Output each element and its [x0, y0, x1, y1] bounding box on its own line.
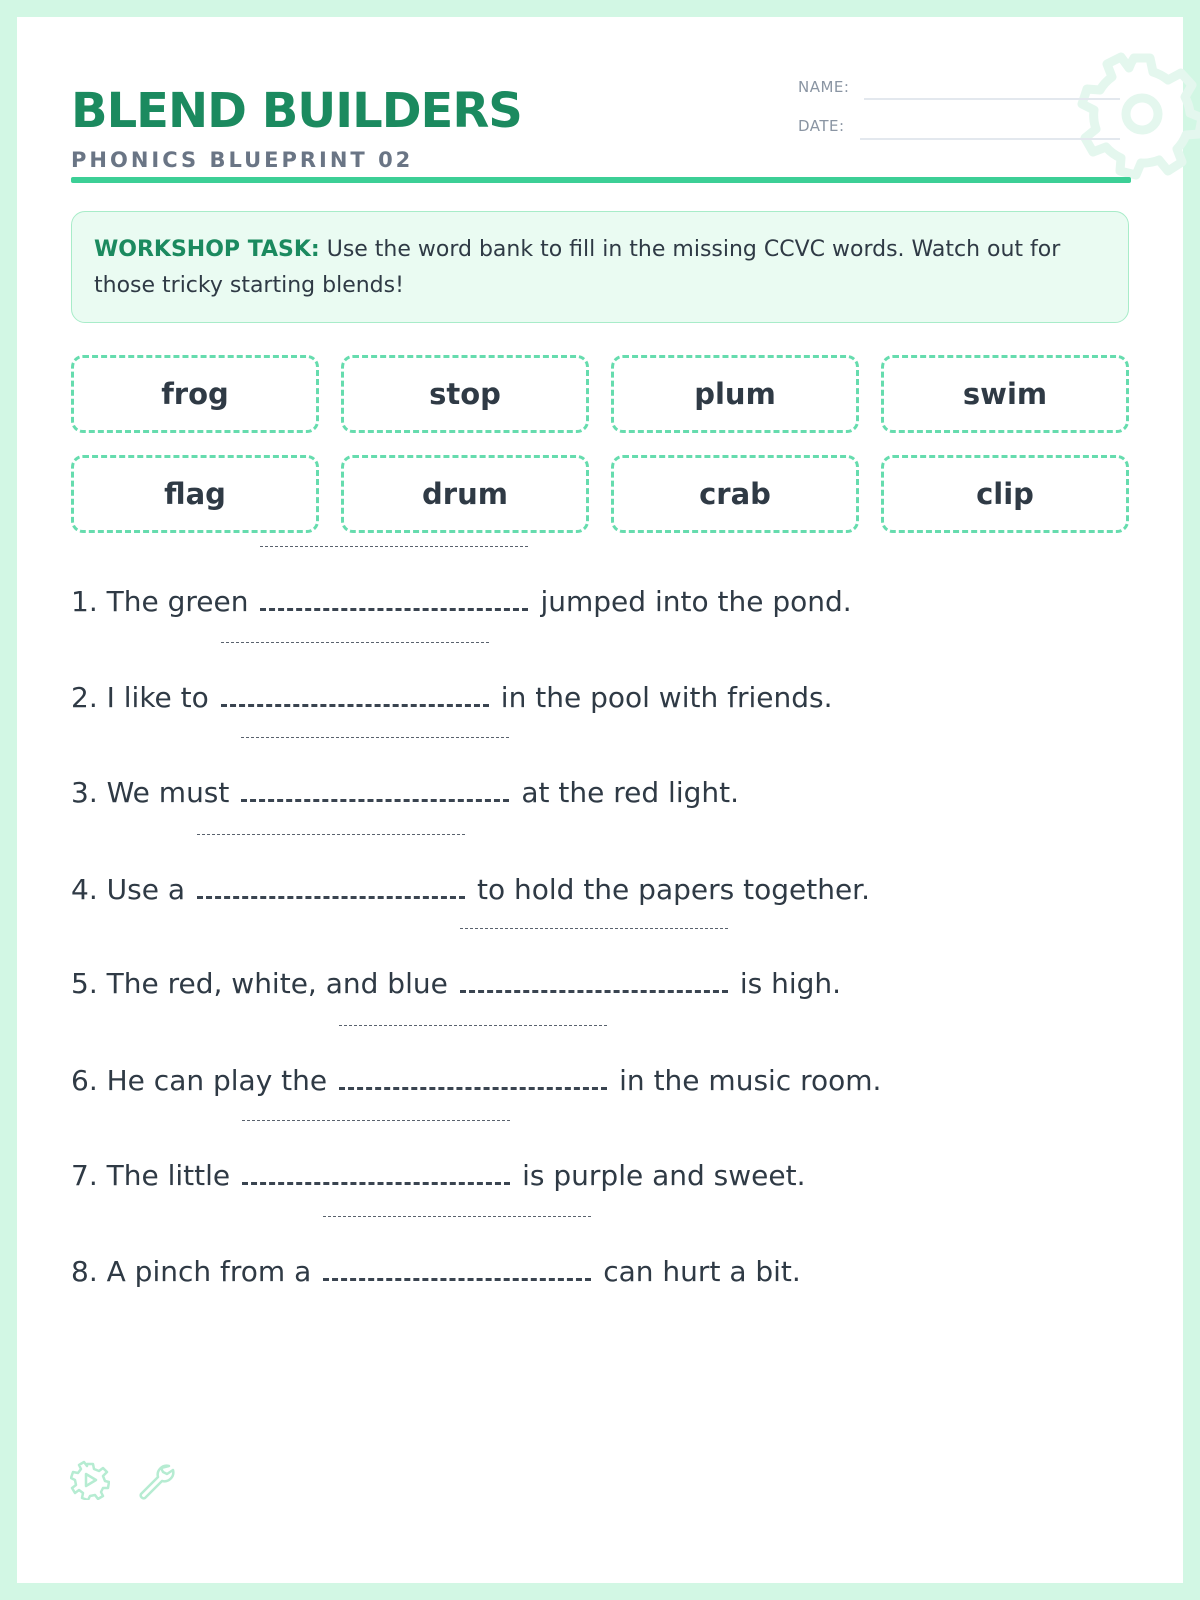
gear-icon [1072, 44, 1200, 184]
answer-blank[interactable] [221, 682, 489, 707]
question-text-before: 5. The red, white, and blue [71, 967, 448, 1000]
answer-blank[interactable] [260, 586, 528, 611]
question-text-before: 3. We must [71, 776, 230, 809]
question-text-before: 1. The green [71, 585, 249, 618]
answer-blank[interactable] [460, 968, 728, 993]
word-card-drum: drum [341, 455, 589, 533]
question-2 [71, 681, 832, 714]
task-label: WORKSHOP TASK: [94, 237, 320, 262]
word-card-flag: flag [71, 455, 319, 533]
question-text-after: in the music room. [619, 1064, 882, 1097]
question-text-before: 6. He can play the [71, 1064, 328, 1097]
word-card-swim: swim [881, 355, 1129, 433]
question-text-before: 7. The little [71, 1159, 231, 1192]
word-card-crab: crab [611, 455, 859, 533]
word-bank [71, 355, 1131, 535]
question-5 [71, 967, 841, 1000]
worksheet-subtitle: PHONICS BLUEPRINT 02 [71, 148, 414, 172]
date-line[interactable] [860, 138, 1120, 140]
worksheet-page [17, 17, 1183, 1583]
word-card-stop: stop [341, 355, 589, 433]
question-text-after: to hold the papers together. [476, 873, 871, 906]
question-text-after: jumped into the pond. [540, 585, 852, 618]
question-text-before: 2. I like to [71, 681, 209, 714]
answer-blank[interactable] [339, 1065, 607, 1090]
gear-play-icon [70, 1460, 110, 1500]
name-label: NAME: [798, 78, 850, 96]
question-text-after: at the red light. [521, 776, 740, 809]
question-text-after: is high. [739, 967, 842, 1000]
header-divider [71, 177, 1131, 183]
task-instructions [71, 211, 1129, 323]
word-card-plum: plum [611, 355, 859, 433]
question-7 [71, 1159, 806, 1192]
answer-blank[interactable] [323, 1256, 591, 1281]
answer-blank[interactable] [242, 1160, 510, 1185]
task-text: Use the word bank to fill in the missing CCVC words. Watch out for those tricky starting blends! [94, 237, 1061, 298]
question-text-before: 4. Use a [71, 873, 185, 906]
name-line[interactable] [864, 98, 1120, 100]
question-1 [71, 585, 852, 618]
word-card-clip: clip [881, 455, 1129, 533]
question-4 [71, 873, 870, 906]
question-text-after: in the pool with friends. [500, 681, 833, 714]
answer-blank[interactable] [241, 777, 509, 802]
question-8 [71, 1255, 801, 1288]
question-6 [71, 1064, 881, 1097]
question-text-before: 8. A pinch from a [71, 1255, 312, 1288]
answer-blank[interactable] [197, 874, 465, 899]
worksheet-title: BLEND BUILDERS [71, 83, 522, 139]
question-text-after: can hurt a bit. [603, 1255, 801, 1288]
date-label: DATE: [798, 117, 845, 135]
wrench-icon [135, 1460, 175, 1500]
question-text-after: is purple and sweet. [522, 1159, 806, 1192]
word-card-frog: frog [71, 355, 319, 433]
question-3 [71, 776, 739, 809]
